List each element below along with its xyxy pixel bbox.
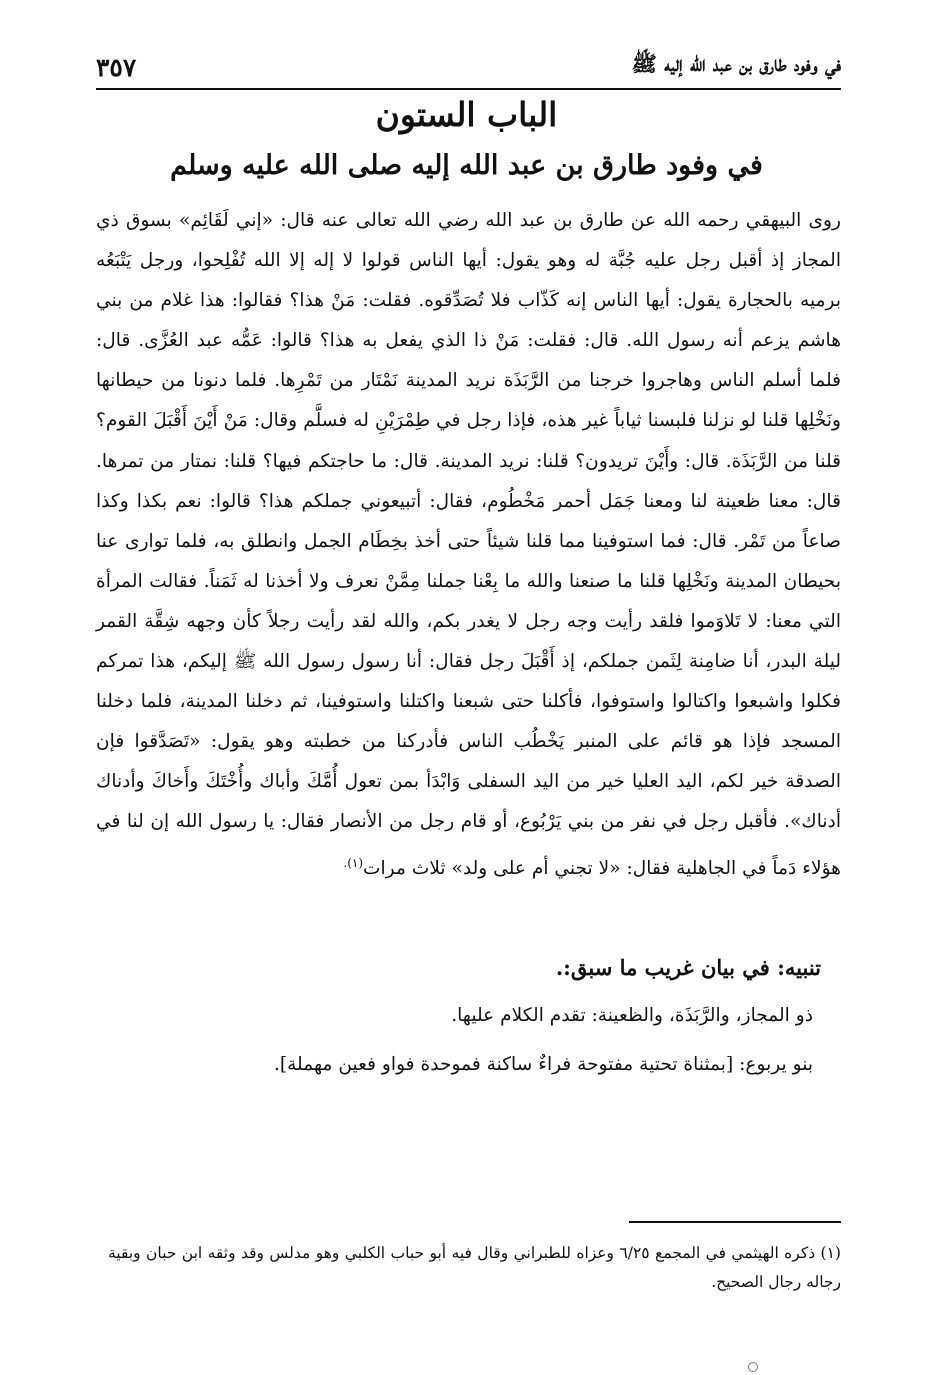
page-number: ٣٥٧	[96, 53, 137, 82]
running-header	[96, 38, 841, 90]
footnote-1: (١) ذكره الهيثمي في المجمع ٦/٢٥ وعزاه للطبراني وقال فيه أبو حباب الكلبي وهو مدلس وقد وثقه ابن حبان وبقية رجاله رجال الصحيح.	[108, 1244, 841, 1291]
body-paragraph-text: روى البيهقي رحمه الله عن طارق بن عبد الله رضي الله تعالى عنه قال: «إني لَقَائِم» بسوق ذي المجاز إذ أقبل رجل عليه جُبَّة له وهو يقول: أيها الناس قولوا لا إله إلا الله تُفْلِحوا، ورجل يَتْبَعُه برميه بالحجارة يقول: أيها الناس إنه كَذّاب فلا تُصَدِّقوه. فقلت: مَنْ هذا؟ فقالوا: هذا غلام من بني هاشم يزعم أنه رسول الله. قال: فقلت: مَنْ ذا الذي يفعل به هذا؟ قالوا: عَمُّه عبد العُزَّى. قال: فلما أسلم الناس وهاجروا خرجنا من الرَّبَذَة نريد المدينة نَمْتَار من تَمْرِها. فلما دنونا من حيطانها ونَخْلِها قلنا لو نزلنا فلبسنا ثياباً غير هذه، فإذا رجل في طِمْرَيْنِ له فسلَّم وقال: مَنْ أَيْنَ أَقْبَلَ القوم؟ قلنا من الرَّبَذَة. قال: وأَيْنَ تريدون؟ قلنا: نريد المدينة. قال: ما حاجتكم فيها؟ قلنا: نمتار من تمرها. قال: معنا ظعينة لنا ومعنا جَمَل أحمر مَخْطُوم، فقال: أتبيعوني جملكم هذا؟ قالوا: نعم بكذا وكذا صاعاً من تَمْر. قال: فما استوفينا مما قلنا شيئاً حتى أخذ بخِطَام الجمل وانطلق به، فلما توارى عنا بحيطان المدينة ونَخْلِها قلنا ما صنعنا والله ما بِعْنا جملنا مِمَّنْ نعرف ولا أخذنا له ثَمَناً. فقالت المرأة التي معنا: لا تَلاوَموا فلقد رأيت وجه رجل لا يغدر بكم، والله لقد رأيت رجلاً كأن وجهه شِقَّة القمر ليلة البدر، أنا ضامِنة لِثَمن جملكم، إذ أَقْبَلَ رجل فقال: أنا رسول رسول الله ﷺ إليكم، هذا تمركم فكلوا واشبعوا واكتالوا واستوفوا، فأكلنا حتى شبعنا واكتلنا واستوفينا، ثم دخلنا المدينة، فلما دخلنا المسجد فإذا هو قائم على المنبر يَخْطُب الناس فأدركنا من خطبته وهو يقول: «تَصَدَّقوا فإن الصدقة خير لكم، اليد العليا خير من اليد السفلى وَابْدَأ بمن تعول أُمَّكَ وأباك وأُخْتَكَ وأَخاكَ وأدناك أدناك». فأقبل رجل في نفر من بني يَرْبُوع، أو قام رجل من الأنصار فقال: يا رسول الله إن لنا في هؤلاء دَماً في الجاهلية فقال: «لا تجني أم على ولد» ثلاث مرات	[96, 210, 841, 879]
footnote-divider	[629, 1221, 841, 1223]
page-blemish	[748, 1362, 758, 1372]
gloss-line-1: ذو المجاز، والرَّبَذَة، والظعينة: تقدم الكلام عليها.	[451, 1005, 813, 1026]
note-heading: تنبيه: في بيان غريب ما سبق:.	[555, 955, 821, 980]
running-title: في وفود طارق بن عبد الله إليه ﷺ	[631, 51, 841, 76]
chapter-title: الباب الستون	[375, 95, 558, 134]
chapter-subtitle: في وفود طارق بن عبد الله إليه صلى الله عليه وسلم	[170, 150, 763, 181]
body-paragraph	[96, 201, 841, 889]
gloss-line-2: بنو يربوع: [بمثناة تحتية مفتوحة فراءٌ ساكنة فموحدة فواو فعين مهملة].	[273, 1054, 813, 1075]
footnote-marker: (١).	[343, 855, 364, 870]
